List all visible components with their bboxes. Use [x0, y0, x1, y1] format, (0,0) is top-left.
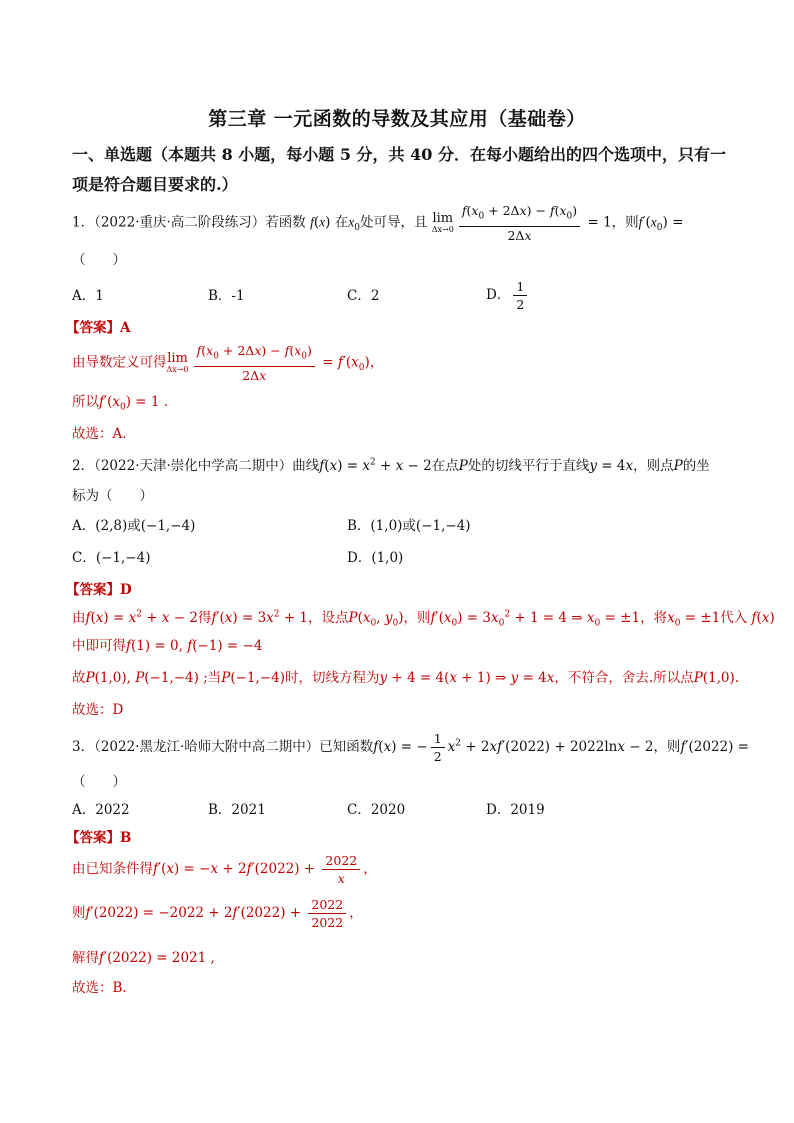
stem-text: 处的切线平行于直线 — [467, 458, 590, 474]
section-heading-line1: 一、单选题（本题共 8 小题，每小题 5 分，共 40 分．在每小题给出的四个选项中，只有一 — [72, 145, 726, 164]
question-2-stem: 2．（2022·天津·崇化中学高二期中）曲线$f(x) = x^2 + x - 2$在点P处的切线平行于直线y = 4x，则点P的坐 — [72, 457, 710, 474]
stem-text: 的坐 — [682, 458, 710, 474]
option-b: B．2021 — [208, 802, 266, 818]
stem-text: 已知函数 — [319, 739, 374, 755]
option-d — [486, 278, 530, 313]
solution-text: 解得 — [72, 950, 99, 966]
question-2-stem-line2: 标为（ ） — [72, 488, 153, 504]
solution-line: 所以$f'(x_0) = 1$ . — [72, 394, 169, 413]
solution-line: 故P(1,0), P(−1,−4) ;当P(−1,−4)时，切线方程为y + 4 = 4(x + 1) ⇒ y = 4x，不符合，舍去.所以点P(1,0). — [72, 670, 740, 686]
option-c: C．(−1,−4) — [72, 550, 151, 566]
solution-conclusion: 故选：D — [72, 702, 124, 718]
question-source: （2022·黑龙江·哈师大附中高二期中） — [94, 739, 320, 755]
math-fraction: $\frac{f(x_0 + 2\Delta x) - f(x_0)}{2\Delta x}$ — [194, 342, 315, 384]
option-d: D．(1,0) — [347, 550, 404, 566]
solution-text: 由已知条件得 — [72, 861, 153, 877]
question-1-stem: 1．（2022·重庆·高二阶段练习）若函数 f(x) 在$x_0$处可导，且 lim Δx→0 $\frac{f(x_0 + 2\Delta x) - f(x_0)}{2\Delta x}$ = 1，则$f'(x_0)$ = — [72, 203, 684, 243]
solution-text: 得 — [197, 610, 212, 626]
answer-line — [66, 316, 130, 336]
answer-value: A — [120, 320, 131, 336]
solution-text: ，将 — [640, 610, 668, 626]
question-source: （2022·重庆·高二阶段练习） — [94, 214, 266, 231]
solution-text: ，不符合，舍去.所以点 — [554, 670, 694, 686]
solution-text: 时，切线方程为 — [284, 670, 380, 686]
stem-text: 曲线 — [292, 458, 320, 474]
solution-text: 则 — [72, 905, 86, 921]
answer-value: B — [120, 830, 132, 846]
option-c: C．2 — [347, 288, 380, 304]
solution-line: 解得f′(2022) = 2021 , — [72, 950, 215, 966]
stem-text: 处可导，且 — [359, 214, 428, 231]
solution-line: 则f′(2022) = −2022 + 2f′(2022) + $\frac{2022}{2022}$ ， — [72, 897, 363, 930]
stem-text: ，则 — [653, 739, 681, 755]
limit-symbol: lim Δx→0 — [166, 350, 189, 374]
solution-line: 由已知条件得f′(x) = −x + 2f′(2022) + $\frac{2022}{x}$ ， — [72, 853, 377, 886]
stem-text: 在 — [334, 214, 349, 231]
solution-text: 当 — [207, 670, 222, 686]
answer-blank: （ ） — [72, 774, 126, 790]
option-a: A．1 — [72, 288, 104, 304]
stem-text: ，则 — [611, 214, 639, 231]
answer-line — [66, 578, 132, 598]
option-a: A．2022 — [72, 802, 130, 818]
answer-label: 【答案】 — [66, 320, 120, 336]
solution-text: 由 — [72, 610, 86, 626]
answer-label: 【答案】 — [66, 582, 120, 598]
math-fraction: $\frac{f(x_0 + 2\Delta x) - f(x_0)}{2\Delta x}$ — [459, 202, 580, 244]
question-number: 2． — [72, 458, 95, 474]
solution-text: ，则 — [403, 610, 431, 626]
stem-text: ，则点 — [633, 458, 674, 474]
question-number: 1． — [72, 214, 95, 231]
answer-value: D — [120, 582, 132, 598]
answer-label: 【答案】 — [66, 830, 120, 846]
solution-text: 中即可得 — [72, 638, 126, 654]
solution-conclusion: 故选：A． — [72, 426, 136, 442]
solution-text: 代入 — [720, 610, 748, 626]
option-d-label: D． — [486, 287, 511, 303]
page-title: 第三章 一元函数的导数及其应用（基础卷） — [208, 108, 586, 130]
option-b: B．-1 — [208, 288, 245, 304]
answer-line — [66, 826, 131, 846]
option-c: C．2020 — [347, 802, 406, 818]
solution-conclusion: 故选：B． — [72, 980, 136, 996]
question-number: 3． — [72, 739, 95, 755]
solution-line: 中即可得f(1) = 0, f(−1) = −4 — [72, 638, 263, 654]
question-3-stem: 3．（2022·黑龙江·哈师大附中高二期中）已知函数f(x) = − $\frac{1}{2}$ $x^2 + 2xf'(2022) + 2022\ln x - 2$，则f′(2022) = — [72, 731, 749, 764]
fraction-numerator: 1 — [513, 278, 527, 296]
solution-text: 故 — [72, 670, 86, 686]
solution-text: ，设点 — [308, 610, 349, 626]
answer-blank: （ ） — [72, 252, 126, 268]
solution-text: 由导数定义可得 — [72, 354, 167, 371]
option-d: D．2019 — [486, 802, 545, 818]
stem-text: 在点 — [431, 458, 459, 474]
solution-line: 由导数定义可得 lim Δx→0 $\frac{f(x_0 + 2\Delta x) - f(x_0)}{2\Delta x}$ = $f'(x_0)$， — [72, 343, 384, 383]
fraction-denominator: 2 — [516, 297, 525, 312]
solution-text: 所以 — [72, 394, 99, 410]
section-heading-line2: 项是符合题目要求的.） — [72, 175, 238, 194]
math-fraction: $\frac{2022}{2022}$ — [308, 896, 346, 931]
question-source: （2022·天津·崇化中学高二期中） — [94, 458, 293, 474]
solution-line: 由$f(x) = x^2 + x - 2$得$f'(x) = 3x^2 + 1$，设点$P(x_0$, $y_0$)，则$f'(x_0) = 3x_0^2 + 1 = 4$ ⇒ $x_0 = \pm 1$，将$x_0 = \pm 1$代入 f(x) — [72, 609, 775, 629]
option-a: A．(2,8)或(−1,−4) — [72, 518, 196, 534]
math-fraction: $\frac{2022}{x}$ — [322, 852, 360, 887]
math-expr: f — [310, 214, 314, 230]
option-b: B．(1,0)或(−1,−4) — [347, 518, 471, 534]
math-fraction — [513, 278, 527, 313]
section-heading — [72, 140, 732, 200]
limit-symbol: lim Δx→0 — [431, 210, 454, 234]
math-fraction: $\frac{1}{2}$ — [431, 730, 445, 765]
stem-text: 若函数 — [265, 214, 306, 231]
